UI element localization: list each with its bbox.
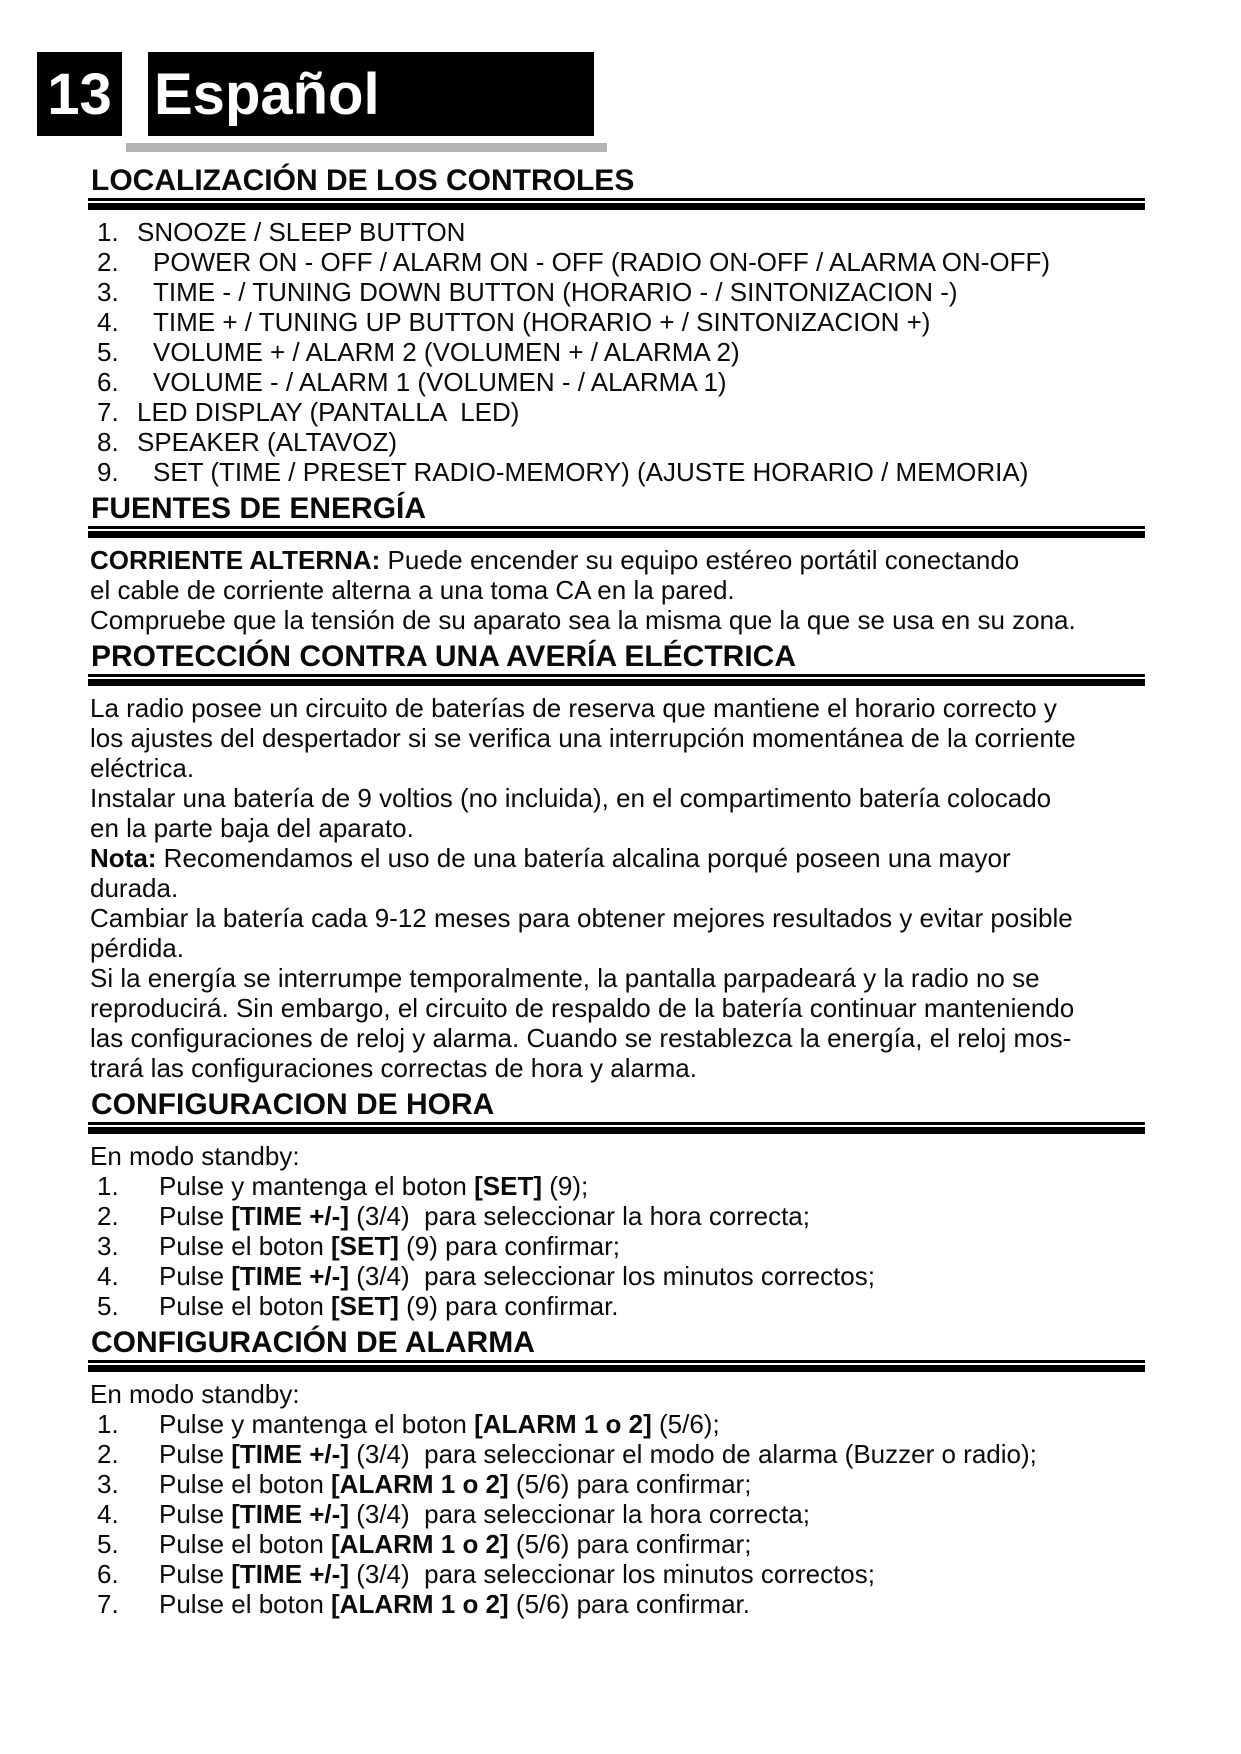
control-list-item [88, 307, 1145, 337]
paragraph-line [88, 843, 1145, 873]
paragraph-line [88, 723, 1145, 753]
paragraph-line [88, 575, 1145, 605]
section-rule [88, 1360, 1145, 1372]
step-text: Pulse el boton [ALARM 1 o 2] (5/6) para confirmar; [159, 1469, 752, 1499]
button-reference: [TIME +/-] [231, 1559, 349, 1589]
line-text: Cambiar la batería cada 9-12 meses para obtener mejores resultados y evitar posible [90, 903, 1073, 933]
step-number: 1. [97, 1409, 119, 1439]
line-text: trará las configuraciones correctas de hora y alarma. [90, 1053, 697, 1083]
section-rule [88, 1122, 1145, 1134]
line-text: Compruebe que la tensión de su aparato sea la misma que la que se usa en su zona. [90, 605, 1076, 635]
button-reference: [SET] [474, 1171, 542, 1201]
intro-line: En modo standby: [90, 1141, 300, 1171]
paragraph-line [88, 1053, 1145, 1083]
item-text: VOLUME + / ALARM 2 (VOLUMEN + / ALARMA 2) [153, 337, 740, 367]
step-text: Pulse el boton [SET] (9) para confirmar; [159, 1231, 620, 1261]
step-number: 1. [97, 1171, 119, 1201]
button-reference: [SET] [331, 1231, 399, 1261]
step-text: Pulse [TIME +/-] (3/4) para seleccionar los minutos correctos; [159, 1261, 875, 1291]
step-item [88, 1469, 1145, 1499]
paragraph-line [88, 783, 1145, 813]
control-list-item [88, 277, 1145, 307]
paragraph-line [88, 1023, 1145, 1053]
paragraph-line [88, 903, 1145, 933]
button-reference: [TIME +/-] [231, 1261, 349, 1291]
step-number: 2. [97, 1439, 119, 1469]
step-item [88, 1529, 1145, 1559]
page-content [88, 159, 1145, 1619]
item-text: SPEAKER (ALTAVOZ) [137, 427, 398, 457]
section-proteccion [88, 641, 1145, 1083]
line-text: Instalar una batería de 9 voltios (no incluida), en el compartimento batería colocado [90, 783, 1052, 813]
paragraph-line [88, 693, 1145, 723]
section-heading: CONFIGURACIÓN DE ALARMA [91, 1326, 535, 1359]
item-number: 2. [97, 247, 119, 277]
step-item [88, 1261, 1145, 1291]
paragraph-line [88, 813, 1145, 843]
step-text: Pulse [TIME +/-] (3/4) para seleccionar la hora correcta; [159, 1201, 810, 1231]
control-list-item [88, 427, 1145, 457]
language-banner [148, 52, 594, 136]
step-item [88, 1559, 1145, 1589]
section-heading: PROTECCIÓN CONTRA UNA AVERÍA ELÉCTRICA [91, 640, 796, 673]
item-text: VOLUME - / ALARM 1 (VOLUMEN - / ALARMA 1) [153, 367, 727, 397]
button-reference: [TIME +/-] [231, 1439, 349, 1469]
paragraph-line [88, 963, 1145, 993]
step-item [88, 1589, 1145, 1619]
item-number: 5. [97, 337, 119, 367]
button-reference: [TIME +/-] [231, 1201, 349, 1231]
step-text: Pulse y mantenga el boton [ALARM 1 o 2] (5/6); [159, 1409, 720, 1439]
item-text: POWER ON - OFF / ALARM ON - OFF (RADIO ON-OFF / ALARMA ON-OFF) [153, 247, 1051, 277]
item-number: 9. [97, 457, 119, 487]
control-list-item [88, 247, 1145, 277]
item-text: TIME - / TUNING DOWN BUTTON (HORARIO - / SINTONIZACION -) [153, 277, 958, 307]
line-text: Puede encender su equipo estéreo portátil conectando [380, 545, 1020, 575]
step-text: Pulse y mantenga el boton [SET] (9); [159, 1171, 589, 1201]
step-number: 4. [97, 1499, 119, 1529]
section-heading: FUENTES DE ENERGÍA [91, 492, 427, 525]
section-localizacion [88, 165, 1145, 487]
step-text: Pulse el boton [SET] (9) para confirmar. [159, 1291, 619, 1321]
line-text: Recomendamos el uso de una batería alcalina porqué poseen una mayor [156, 843, 1011, 873]
step-number: 6. [97, 1559, 119, 1589]
section-configuracion-hora [88, 1089, 1145, 1321]
line-text: La radio posee un circuito de baterías de reserva que mantiene el horario correcto y [90, 693, 1057, 723]
button-reference: [ALARM 1 o 2] [331, 1529, 509, 1559]
page-number-box [37, 52, 122, 136]
step-text: Pulse [TIME +/-] (3/4) para seleccionar los minutos correctos; [159, 1559, 875, 1589]
line-text: pérdida. [90, 933, 184, 963]
paragraph-line [88, 753, 1145, 783]
paragraph-line [88, 545, 1145, 575]
control-list-item [88, 457, 1145, 487]
scan-shadow-artifact [126, 143, 607, 152]
line-text: en la parte baja del aparato. [90, 813, 414, 843]
step-number: 7. [97, 1589, 119, 1619]
paragraph-line [88, 993, 1145, 1023]
control-list-item [88, 397, 1145, 427]
step-item [88, 1171, 1145, 1201]
step-number: 5. [97, 1291, 119, 1321]
step-item [88, 1499, 1145, 1529]
line-text: los ajustes del despertador si se verifica una interrupción momentánea de la corriente [90, 723, 1076, 753]
step-item [88, 1201, 1145, 1231]
control-list-item [88, 217, 1145, 247]
step-item [88, 1231, 1145, 1261]
line-text: el cable de corriente alterna a una toma CA en la pared. [90, 575, 735, 605]
control-list-item [88, 367, 1145, 397]
step-text: Pulse [TIME +/-] (3/4) para seleccionar la hora correcta; [159, 1499, 810, 1529]
line-text: las configuraciones de reloj y alarma. Cuando se restablezca la energía, el reloj mos- [90, 1023, 1072, 1053]
item-text: SET (TIME / PRESET RADIO-MEMORY) (AJUSTE HORARIO / MEMORIA) [153, 457, 1029, 487]
section-heading: LOCALIZACIÓN DE LOS CONTROLES [91, 164, 635, 197]
bold-lead: Nota: [90, 843, 157, 873]
item-number: 3. [97, 277, 119, 307]
line-text: durada. [90, 873, 179, 903]
item-number: 7. [97, 397, 119, 427]
button-reference: [TIME +/-] [231, 1499, 349, 1529]
button-reference: [ALARM 1 o 2] [474, 1409, 652, 1439]
language-title: Español [154, 61, 380, 127]
step-item [88, 1409, 1145, 1439]
section-heading: CONFIGURACION DE HORA [91, 1088, 495, 1121]
item-number: 8. [97, 427, 119, 457]
item-text: SNOOZE / SLEEP BUTTON [137, 217, 466, 247]
step-number: 5. [97, 1529, 119, 1559]
item-number: 1. [97, 217, 119, 247]
item-number: 6. [97, 367, 119, 397]
step-number: 4. [97, 1261, 119, 1291]
step-item [88, 1439, 1145, 1469]
step-text: Pulse el boton [ALARM 1 o 2] (5/6) para confirmar. [159, 1589, 750, 1619]
section-rule [88, 526, 1145, 538]
section-rule [88, 674, 1145, 686]
item-text: TIME + / TUNING UP BUTTON (HORARIO + / SINTONIZACION +) [153, 307, 931, 337]
step-text: Pulse el boton [ALARM 1 o 2] (5/6) para confirmar; [159, 1529, 752, 1559]
paragraph-line [88, 605, 1145, 635]
button-reference: [SET] [331, 1291, 399, 1321]
section-configuracion-alarma [88, 1327, 1145, 1619]
step-number: 3. [97, 1231, 119, 1261]
bold-lead: CORRIENTE ALTERNA: [90, 545, 381, 575]
intro-line: En modo standby: [90, 1379, 300, 1409]
item-number: 4. [97, 307, 119, 337]
item-text: LED DISPLAY (PANTALLA LED) [137, 397, 520, 427]
button-reference: [ALARM 1 o 2] [331, 1469, 509, 1499]
page-number: 13 [47, 61, 112, 127]
line-text: Si la energía se interrumpe temporalmente, la pantalla parpadeará y la radio no se [90, 963, 1040, 993]
paragraph-line [88, 873, 1145, 903]
line-text: eléctrica. [90, 753, 195, 783]
paragraph-line [88, 933, 1145, 963]
line-text: reproducirá. Sin embargo, el circuito de respaldo de la batería continuar manteniendo [90, 993, 1075, 1023]
control-list-item [88, 337, 1145, 367]
step-number: 2. [97, 1201, 119, 1231]
step-item [88, 1291, 1145, 1321]
section-rule [88, 198, 1145, 210]
step-number: 3. [97, 1469, 119, 1499]
button-reference: [ALARM 1 o 2] [331, 1589, 509, 1619]
step-text: Pulse [TIME +/-] (3/4) para seleccionar el modo de alarma (Buzzer o radio); [159, 1439, 1037, 1469]
section-fuentes [88, 493, 1145, 635]
